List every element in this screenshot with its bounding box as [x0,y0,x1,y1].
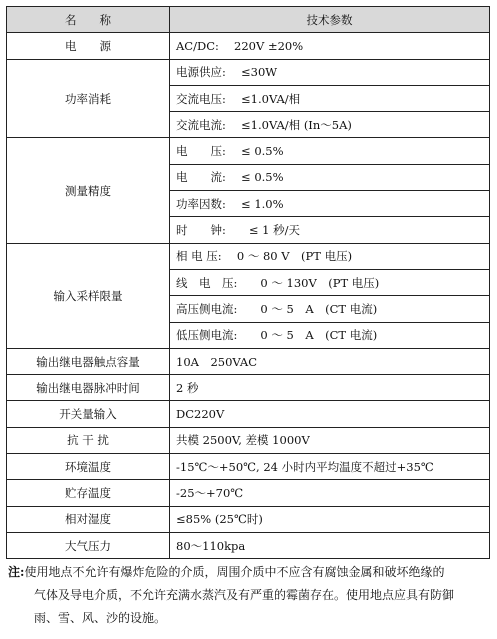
note-line-2: 气体及导电介质，不允许充满水蒸汽及有严重的霉菌存在。使用地点应具有防御 [34,588,455,602]
note-text-1: 使用地点不允许有爆炸危险的介质，周围介质中不应含有腐蚀金属和破坏绝缘的 [24,565,445,579]
table-row [7,454,490,480]
note-line-1 [8,561,490,584]
spec-name-cell: 电 源 [7,33,170,59]
spec-table-body [7,7,490,559]
spec-name-cell: 抗 干 扰 [7,427,170,453]
spec-param-cell: -15℃～+50℃, 24 小时内平均温度不超过+35℃ [170,454,490,480]
table-row [7,375,490,401]
spec-param-cell: 10A 250VAC [170,348,490,374]
spec-name-cell: 贮存温度 [7,480,170,506]
table-row [7,480,490,506]
note-label: 注: [8,565,25,579]
spec-param-cell: 低压侧电流: 0 ～ 5 A (CT 电流) [170,322,490,348]
spec-param-cell: 2 秒 [170,375,490,401]
spec-param-cell: ≤85% (25℃时) [170,506,490,532]
spec-param-cell: 时 钟: ≤ 1 秒/天 [170,217,490,243]
spec-param-cell: AC/DC: 220V ±20% [170,33,490,59]
spec-param-cell: 电 压: ≤ 0.5% [170,138,490,164]
table-row [7,138,490,164]
note-block [8,561,490,630]
spec-param-cell: DC220V [170,401,490,427]
spec-param-cell: 80～110kpa [170,532,490,558]
spec-name-cell: 输出继电器触点容量 [7,348,170,374]
table-row [7,59,490,85]
spec-param-cell: 高压侧电流: 0 ～ 5 A (CT 电流) [170,296,490,322]
header-param: 技术参数 [170,7,490,33]
table-header-row [7,7,490,33]
spec-name-cell: 输出继电器脉冲时间 [7,375,170,401]
table-row [7,33,490,59]
spec-table [6,6,490,559]
spec-name-cell: 输入采样限量 [7,243,170,348]
spec-param-cell: 电源供应: ≤30W [170,59,490,85]
table-row [7,532,490,558]
header-name: 名 称 [7,7,170,33]
spec-param-cell: 交流电压: ≤1.0VA/相 [170,85,490,111]
spec-name-cell: 测量精度 [7,138,170,243]
spec-name-cell: 相对湿度 [7,506,170,532]
spec-param-cell: 相 电 压: 0 ～ 80 V (PT 电压) [170,243,490,269]
spec-param-cell: 电 流: ≤ 0.5% [170,164,490,190]
table-row [7,401,490,427]
spec-param-cell: -25～+70℃ [170,480,490,506]
spec-name-cell: 大气压力 [7,532,170,558]
spec-param-cell: 线 电 压: 0 ～ 130V (PT 电压) [170,269,490,295]
spec-name-cell: 环境温度 [7,454,170,480]
spec-param-cell: 交流电流: ≤1.0VA/相 (In～5A) [170,112,490,138]
table-row [7,506,490,532]
spec-param-cell: 功率因数: ≤ 1.0% [170,191,490,217]
spec-name-cell: 功率消耗 [7,59,170,138]
spec-param-cell: 共模 2500V, 差模 1000V [170,427,490,453]
table-row [7,348,490,374]
table-row [7,427,490,453]
table-row [7,243,490,269]
note-line-3: 雨、雪、风、沙的设施。 [34,611,167,625]
spec-name-cell: 开关量输入 [7,401,170,427]
